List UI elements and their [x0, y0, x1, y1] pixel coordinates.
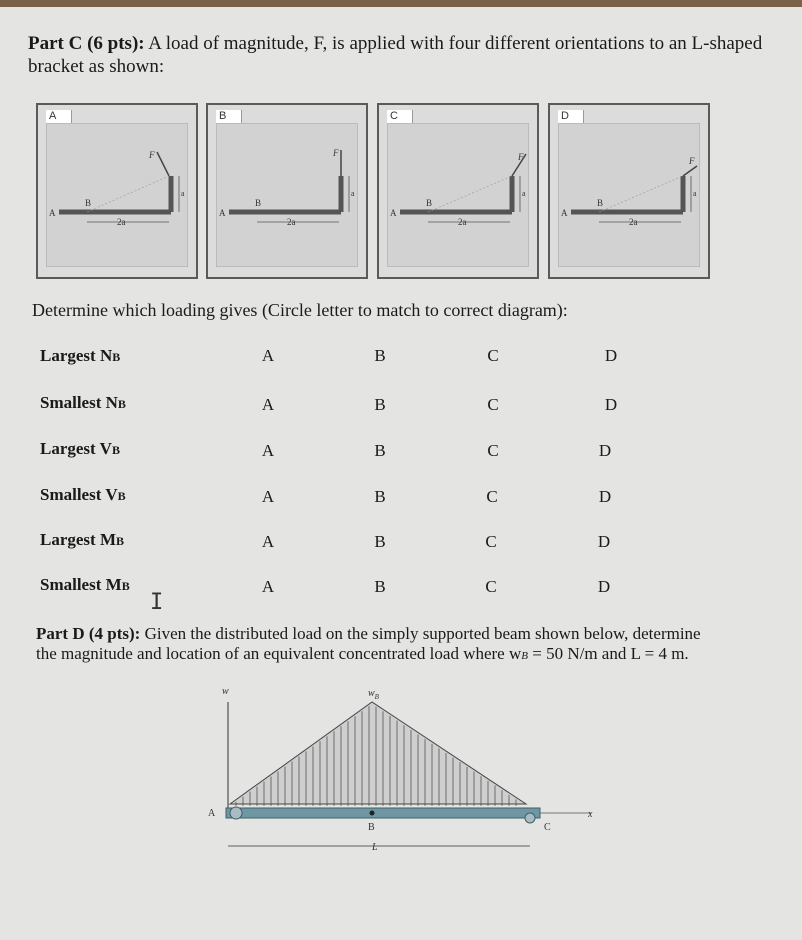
- pin-label: A: [390, 208, 397, 218]
- dim-label: 2a: [458, 217, 467, 227]
- option-c[interactable]: C: [487, 395, 499, 414]
- row-label-text: Largest V: [40, 439, 112, 458]
- row-label-largest-vb: [40, 439, 120, 459]
- w-label: w: [222, 686, 229, 697]
- row-label-text: Smallest V: [40, 485, 118, 504]
- row-label-text: Smallest N: [40, 393, 118, 412]
- x-axis-label: x: [588, 809, 593, 820]
- dim-label: 2a: [629, 217, 638, 227]
- option-d[interactable]: D: [597, 577, 611, 596]
- row-label-sub: B: [117, 489, 126, 503]
- option-c[interactable]: C: [485, 577, 497, 596]
- option-a[interactable]: A: [261, 532, 275, 551]
- panel-tag: D: [558, 110, 584, 123]
- load-triangle: [230, 702, 526, 804]
- panel-tag: C: [387, 110, 413, 123]
- row-label-smallest-vb: [40, 485, 126, 505]
- part-d-line2-rest: = 50 N/m and L = 4 m.: [528, 644, 689, 663]
- row-label-text: Smallest M: [40, 575, 122, 594]
- option-d[interactable]: D: [604, 395, 618, 414]
- option-b[interactable]: B: [374, 346, 386, 365]
- wb-label: $w_B$: [368, 688, 379, 701]
- row-label-smallest-nb: [40, 393, 126, 413]
- option-b[interactable]: B: [374, 487, 386, 506]
- point-label: B: [85, 198, 92, 208]
- height-label: a: [351, 189, 355, 198]
- beam-body: [226, 808, 540, 818]
- load-label: F: [149, 150, 155, 160]
- point-label: B: [255, 198, 262, 208]
- row-label-sub: B: [117, 397, 126, 411]
- part-c-intro: [28, 32, 762, 78]
- point-label: B: [597, 198, 604, 208]
- option-a[interactable]: A: [261, 395, 275, 414]
- part-d-line2-sub: B: [521, 650, 528, 662]
- part-d-text: [36, 624, 701, 666]
- part-c-text-line1: A load of magnitude, F, is applied with four different orientations to an L-shaped: [144, 33, 763, 54]
- panel-d: [548, 103, 710, 279]
- point-label: B: [426, 198, 433, 208]
- top-edge-bar: [0, 0, 802, 7]
- option-d[interactable]: D: [598, 441, 612, 460]
- option-a[interactable]: A: [261, 441, 275, 460]
- option-b[interactable]: B: [374, 577, 386, 596]
- load-arrows: [236, 706, 516, 806]
- part-d-line1: Given the distributed load on the simply supported beam shown below, determine: [140, 624, 701, 643]
- option-d[interactable]: D: [597, 532, 611, 551]
- option-a[interactable]: A: [261, 487, 275, 506]
- row-label-sub: B: [121, 579, 130, 593]
- row-label-largest-mb: [40, 530, 124, 550]
- row-label-sub: B: [116, 534, 125, 548]
- point-a-label: A: [208, 808, 216, 819]
- row-label-smallest-mb: [40, 575, 130, 595]
- panel-b: [206, 103, 368, 279]
- dim-label: 2a: [117, 217, 126, 227]
- question-text: Determine which loading gives (Circle letter to match to correct diagram):: [32, 300, 568, 320]
- bracket-diagram: [46, 123, 188, 267]
- text-cursor-icon: I: [150, 590, 164, 615]
- roller-support: [525, 813, 535, 823]
- pin-label: A: [219, 208, 226, 218]
- option-c[interactable]: C: [485, 532, 497, 551]
- dim-label: 2a: [287, 217, 296, 227]
- bracket-diagram: [558, 123, 700, 267]
- height-label: a: [522, 189, 526, 198]
- beam-diagram: [196, 680, 616, 865]
- row-label-text: Largest M: [40, 530, 117, 549]
- panel-a: [36, 103, 198, 279]
- height-label: a: [181, 189, 185, 198]
- option-b[interactable]: B: [374, 441, 386, 460]
- part-c-heading: Part C (6 pts):: [28, 33, 145, 54]
- option-d[interactable]: D: [598, 487, 612, 506]
- row-label-sub: B: [111, 443, 120, 457]
- part-d-line2: the magnitude and location of an equivalent concentrated load where w: [36, 644, 522, 663]
- bracket-diagram: [216, 123, 358, 267]
- pin-label: A: [561, 208, 568, 218]
- bracket-diagram: [387, 123, 529, 267]
- panel-c: [377, 103, 539, 279]
- panel-tag: A: [46, 110, 72, 123]
- option-c[interactable]: C: [487, 441, 499, 460]
- row-label-sub: B: [112, 350, 121, 364]
- load-label: F: [518, 152, 524, 162]
- part-d-heading: Part D (4 pts):: [36, 624, 141, 643]
- height-label: a: [693, 189, 697, 198]
- point-b-label: B: [368, 822, 375, 833]
- option-a[interactable]: A: [261, 577, 275, 596]
- pin-label: A: [49, 208, 56, 218]
- option-c[interactable]: C: [486, 487, 498, 506]
- row-label-largest-nb: [40, 346, 120, 366]
- option-b[interactable]: B: [374, 395, 386, 414]
- part-c-text-line2: bracket as shown:: [28, 56, 165, 77]
- load-label: F: [689, 156, 695, 166]
- option-a[interactable]: A: [261, 346, 275, 365]
- row-label-text: Largest N: [40, 346, 113, 365]
- option-b[interactable]: B: [374, 532, 386, 551]
- panel-tag: B: [216, 110, 242, 123]
- point-c-label: C: [544, 822, 551, 833]
- load-label: F: [333, 148, 339, 158]
- option-d[interactable]: D: [604, 346, 618, 365]
- option-c[interactable]: C: [487, 346, 499, 365]
- pin-support: [230, 807, 242, 819]
- point-b-dot: [370, 811, 375, 816]
- span-label: L: [372, 842, 378, 853]
